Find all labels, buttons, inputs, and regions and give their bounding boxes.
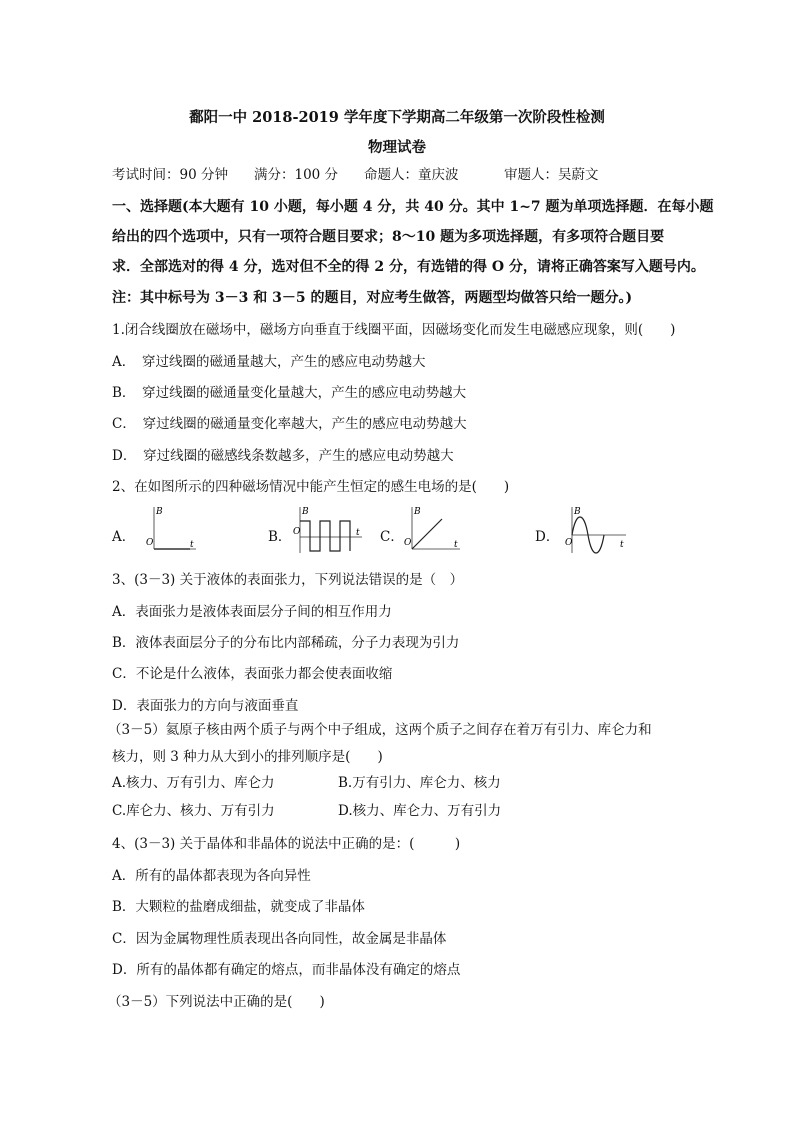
q4-option-c: C．因为金属物理性质表现出各向同性，故金属是非晶体 [112,931,447,947]
page-title: 鄱阳一中 2018-2019 学年度下学期高二年级第一次阶段性检测 [189,109,605,126]
q2-axis-b-label: B [414,507,421,517]
q2-origin-label: O [293,527,301,537]
q3-option-d: D．表面张力的方向与液面垂直 [112,698,299,714]
exam-author: 命题人：童庆波 [364,167,459,183]
q2-stem: 2、在如图所示的四种磁场情况中能产生恒定的感生电场的是( ) [112,479,510,495]
q3-stem-33: 3、(3－3) 关于液体的表面张力，下列说法错误的是（ ） [112,572,464,588]
exam-score: 满分：100 分 [254,167,339,183]
q2-origin-label: O [146,538,154,548]
q2-graph-d [562,505,630,557]
q2-label-d: D． [535,529,560,545]
q3-option-a: A．表面张力是液体表面层分子间的相互作用力 [112,604,392,620]
q4-option-b: B．大颗粒的盐磨成细盐，就变成了非晶体 [112,899,365,915]
q2-label-a: A． [112,529,136,545]
q3-35-option-c: C.库仑力、核力、万有引力 [112,803,275,819]
q2-axis-t-label: t [356,528,360,538]
q1-option-b: B． 穿过线圈的磁通量变化量越大，产生的感应电动势越大 [112,385,467,401]
q3-stem-35-cont: 核力，则 3 种力从大到小的排列顺序是( ) [112,749,383,765]
q3-option-b: B．液体表面层分子的分布比内部稀疏，分子力表现为引力 [112,635,460,651]
q2-origin-label: O [565,538,573,548]
q2-graph-b [290,505,366,557]
q2-origin-label: O [404,538,412,548]
q2-graph-c [400,505,464,557]
q4-stem-35: （3－5）下列说法中正确的是( ) [108,994,325,1010]
q3-35-option-d: D.核力、库仑力、万有引力 [338,803,502,819]
q2-axis-b-label: B [574,507,581,517]
q3-option-c: C．不论是什么液体，表面张力都会使表面收缩 [112,666,393,682]
q2-axis-b-label: B [156,507,163,517]
q3-35-option-b: B.万有引力、库仑力、核力 [338,775,501,791]
q1-option-a: A． 穿过线圈的磁通量越大，产生的感应电动势越大 [112,354,426,370]
q3-35-option-a: A.核力、万有引力、库仑力 [112,775,275,791]
q2-axis-t-label: t [620,540,624,550]
q1-stem: 1.闭合线圈放在磁场中，磁场方向垂直于线圈平面，因磁场变化而发生电磁感应现象，则( ) [112,322,676,338]
exam-time: 考试时间：90 分钟 [112,167,228,183]
q4-option-a: A．所有的晶体都表现为各向异性 [112,868,311,884]
q2-label-c: C． [380,529,404,545]
q4-option-d: D．所有的晶体都有确定的熔点，而非晶体没有确定的熔点 [112,962,461,978]
q2-graph-a [140,505,200,557]
section-instructions-line: 求．全部选对的得 4 分，选对但不全的得 2 分，有选错的得 O 分，请将正确答案写入题号内。 [112,259,705,275]
exam-reviewer: 审题人：吴蔚文 [504,167,599,183]
q3-stem-35: （3－5）氦原子核由两个质子与两个中子组成，这两个质子之间存在着万有引力、库仑力和 [108,722,652,738]
q2-axis-t-label: t [454,540,458,550]
q4-stem-33: 4、(3－3) 关于晶体和非晶体的说法中正确的是：( ) [112,836,461,852]
q1-option-d: D． 穿过线圈的磁感线条数越多，产生的感应电动势越大 [112,448,454,464]
q2-label-b: B． [268,529,292,545]
section-instructions-line: 给出的四个选项中，只有一项符合题目要求；8～10 题为多项选择题，有多项符合题目要 [112,229,665,245]
exam-meta [112,166,599,184]
page-subtitle: 物理试卷 [368,139,426,156]
section-instructions-line: 注：其中标号为 3－3 和 3－5 的题目，对应考生做答，两题型均做答只给一题分。) [112,290,633,306]
q1-option-c: C． 穿过线圈的磁通量变化率越大，产生的感应电动势越大 [112,416,467,432]
q2-axis-b-label: B [302,507,309,517]
q2-axis-t-label: t [190,540,194,550]
section-instructions-line: 一、选择题(本大题有 10 小题，每小题 4 分，共 40 分。其中 1~7 题为单项选择题．在每小题 [112,199,714,215]
